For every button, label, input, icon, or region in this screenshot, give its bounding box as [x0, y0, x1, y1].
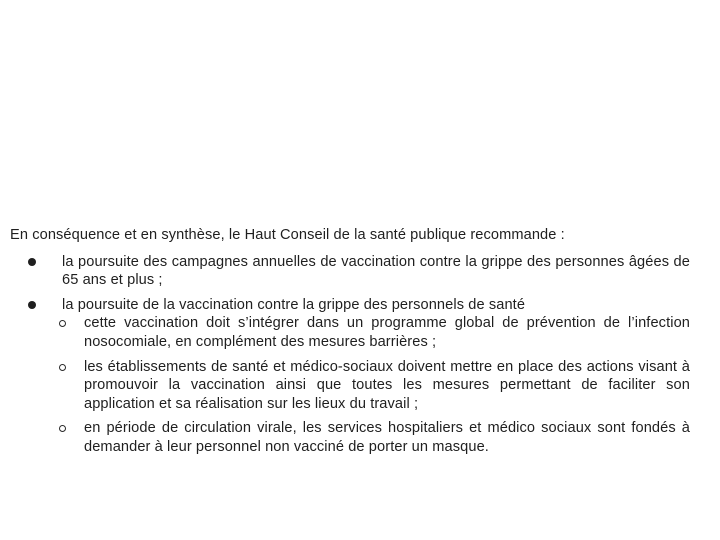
sub-item-list	[8, 314, 690, 456]
sub-item-text: les établissements de santé et médico-sociaux doivent mettre en place des actions visant à promouvoir la vaccination ainsi que toutes les mesures permettant de faciliter son application et sa réalisation sur les lieux du travail ;	[84, 358, 690, 412]
recommendation-text-block	[8, 226, 690, 457]
bullet-dot-icon	[28, 258, 36, 266]
sub-item-text: en période de circulation virale, les services hospitaliers et médico sociaux sont fondés à demander à leur personnel non vacciné de porter un masque.	[84, 420, 690, 455]
hollow-circle-bullet-icon	[59, 320, 66, 327]
hollow-circle-bullet-icon	[59, 364, 66, 371]
bullet-item-staff-vaccination	[8, 296, 690, 315]
hollow-circle-bullet-icon	[59, 425, 66, 432]
bullet-text: la poursuite de la vaccination contre la grippe des personnels de santé	[62, 296, 526, 313]
intro-sentence: En conséquence et en synthèse, le Haut Conseil de la santé publique recommande :	[10, 227, 565, 243]
sub-item-prevention-program	[8, 314, 690, 351]
bullet-item-elderly-vaccination	[8, 253, 690, 290]
bullet-dot-icon	[28, 301, 36, 309]
bullet-text: la poursuite des campagnes annuelles de vaccination contre la grippe des personnes âgées de 65 ans et plus ;	[62, 253, 690, 289]
sub-item-establishment-actions	[8, 358, 690, 414]
sub-item-mask-requirement	[8, 419, 690, 456]
sub-item-text: cette vaccination doit s’intégrer dans un programme global de prévention de l’infection nosocomiale, en complément des mesures barrières ;	[84, 315, 690, 350]
